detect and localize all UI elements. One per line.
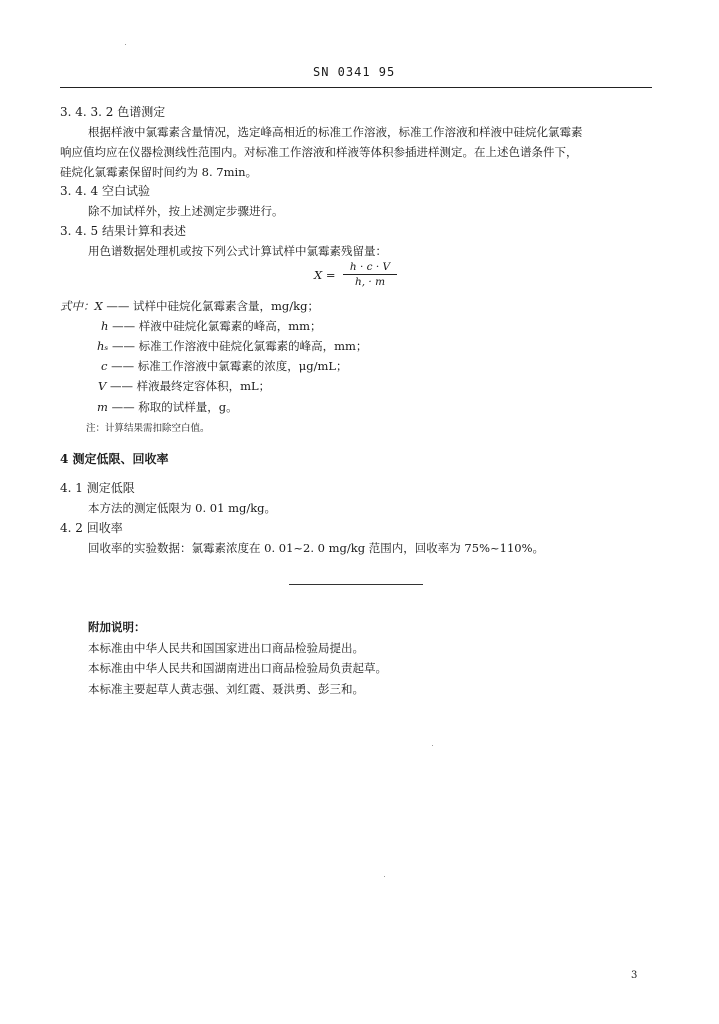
appendix-title: 附加说明： xyxy=(88,620,146,634)
appendix-line: 本标准主要起草人黄志强、刘红霞、聂洪勇、彭三和。 xyxy=(88,682,364,696)
page-number: 3 xyxy=(631,970,638,981)
calculation-note: 注：计算结果需扣除空白值。 xyxy=(86,423,210,434)
variable-description: —— 样液最终定容体积，mL； xyxy=(109,379,271,393)
appendix-line: 本标准由中华人民共和国湖南进出口商品检验局负责起草。 xyxy=(88,661,387,675)
section-heading-3432: 3. 4. 3. 2 色谱测定 xyxy=(60,105,166,119)
scan-speck xyxy=(432,745,433,746)
paragraph-line: 用色谱数据处理机或按下列公式计算试样中氯霉素残留量： xyxy=(88,244,387,258)
paragraph-line: 硅烷化氯霉素保留时间约为 8. 7min。 xyxy=(60,165,258,179)
variable-row xyxy=(97,339,367,353)
variable-description: —— 样液中硅烷化氯霉素的峰高，mm； xyxy=(112,319,322,333)
variable-symbol: hₛ xyxy=(97,339,109,353)
variable-symbol: m xyxy=(97,400,108,414)
paragraph-line: 除不加试样外，按上述测定步骤进行。 xyxy=(88,204,284,218)
section-heading-42: 4. 2 回收率 xyxy=(60,521,123,535)
variable-row xyxy=(101,319,322,333)
formula-numerator: h · c · V xyxy=(349,261,391,273)
variable-row xyxy=(101,359,348,373)
scan-speck xyxy=(384,876,385,877)
section-heading-344: 3. 4. 4 空白试验 xyxy=(60,184,150,198)
variable-description: —— 标准工作溶液中硅烷化氯霉素的峰高，mm； xyxy=(111,339,368,353)
variable-description: —— 试样中硅烷化氯霉素含量，mg/kg； xyxy=(106,299,319,313)
variable-description: —— 称取的试样量，g。 xyxy=(111,400,238,414)
variable-row xyxy=(97,400,238,414)
variable-row xyxy=(60,299,319,313)
variable-description: —— 标准工作溶液中氯霉素的浓度，μg/mL； xyxy=(111,359,348,373)
appendix-line: 本标准由中华人民共和国国家进出口商品检验局提出。 xyxy=(88,641,364,655)
variable-symbol: V xyxy=(98,379,107,393)
fraction-bar xyxy=(343,274,397,275)
section-heading-41: 4. 1 测定低限 xyxy=(60,481,135,495)
paragraph-line: 回收率的实验数据：氯霉素浓度在 0. 01~2. 0 mg/kg 范围内，回收率为 75%~110%。 xyxy=(88,541,545,555)
section-divider xyxy=(289,584,423,585)
scan-speck xyxy=(125,44,126,45)
variable-row xyxy=(98,379,270,393)
paragraph-line: 根据样液中氯霉素含量情况，选定峰高相近的标准工作溶液，标准工作溶液和样液中硅烷化氯霉素 xyxy=(88,125,583,139)
section-heading-4: 4 测定低限、回收率 xyxy=(60,452,169,466)
formula-denominator: h, · m xyxy=(354,276,386,288)
header-rule xyxy=(60,87,652,88)
paragraph-line: 响应值均应在仪器检测线性范围内。对标准工作溶液和样液等体积参插进样测定。在上述色谱条件下， xyxy=(60,145,578,159)
formula-fraction xyxy=(343,261,397,288)
variable-symbol: c xyxy=(101,359,108,373)
formula-lhs: X = xyxy=(314,268,336,282)
standard-code: SN 0341 95 xyxy=(313,65,396,79)
variable-symbol: h xyxy=(101,319,109,333)
section-heading-345: 3. 4. 5 结果计算和表述 xyxy=(60,224,186,238)
variable-symbol: 式中：X xyxy=(60,299,103,313)
paragraph-line: 本方法的测定低限为 0. 01 mg/kg。 xyxy=(88,501,277,515)
